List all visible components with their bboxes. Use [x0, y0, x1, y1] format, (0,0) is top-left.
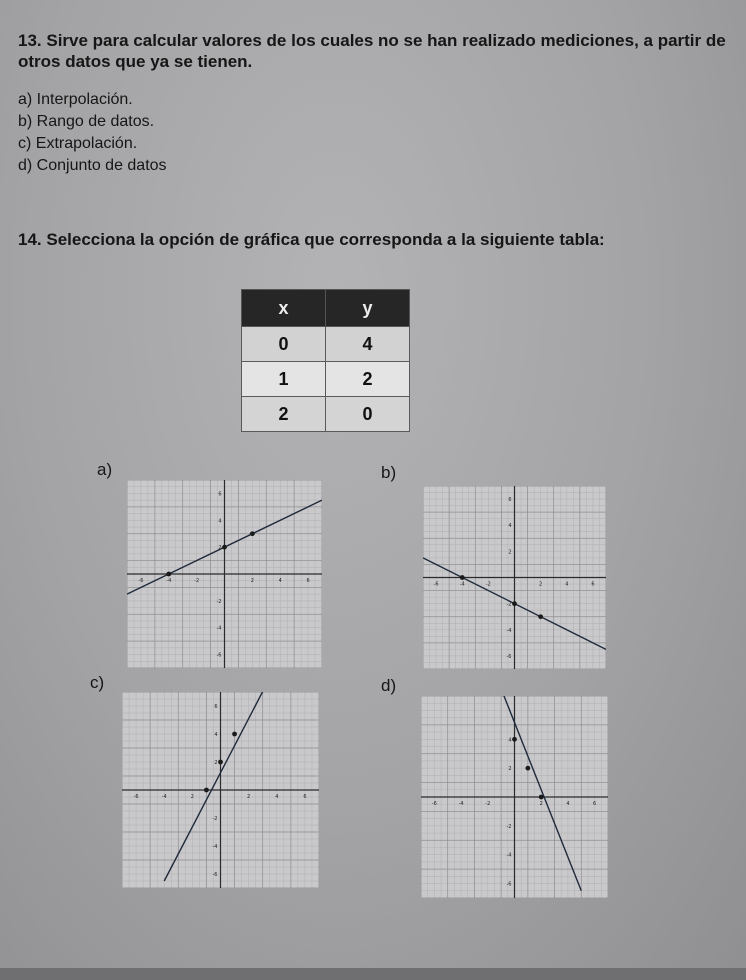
y-tick-label: 6 [214, 704, 218, 710]
table-header-y: y [326, 290, 410, 327]
graph-option-d-label[interactable]: d) [381, 676, 397, 695]
y-tick-label: 4 [508, 523, 512, 530]
data-point [232, 732, 237, 737]
table-row [242, 397, 410, 432]
x-tick-label: -4 [458, 801, 464, 807]
x-tick-label: 4 [565, 581, 569, 588]
x-tick-label: 6 [306, 578, 310, 584]
x-tick-label: -6 [431, 801, 437, 807]
graph-option-c-label[interactable]: c) [90, 673, 105, 692]
y-tick-label: -6 [506, 881, 512, 888]
x-tick-label: -2 [485, 801, 491, 807]
graph-option-a-label[interactable]: a) [97, 460, 113, 479]
table-cell: 0 [326, 397, 410, 432]
graph-c[interactable] [122, 692, 319, 888]
bottom-edge [0, 968, 746, 980]
y-tick-label: 2 [218, 545, 222, 552]
table-cell: 2 [326, 362, 410, 397]
x-tick-label: -4 [161, 794, 167, 800]
x-tick-label: 2 [190, 794, 194, 800]
q13-option-d[interactable]: d) Conjunto de datos [18, 157, 167, 174]
graph-b[interactable] [423, 486, 606, 669]
y-tick-label: 2 [508, 766, 512, 773]
x-tick-label: 2 [539, 801, 543, 807]
y-tick-label: 4 [214, 732, 218, 738]
question-13-text: 13. Sirve para calcular valores de los cuales no se han realizado mediciones, a partir de otros datos que ya se tienen. [18, 31, 726, 71]
x-tick-label: 4 [275, 794, 279, 800]
table-row [242, 362, 410, 397]
x-tick-label: -4 [166, 578, 172, 584]
data-point [512, 737, 517, 742]
y-tick-label: -2 [216, 598, 222, 605]
x-tick-label: -2 [485, 581, 491, 588]
y-tick-label: -6 [216, 652, 222, 659]
y-tick-label: -4 [506, 627, 512, 634]
table-row [242, 327, 410, 362]
x-tick-label: 4 [566, 801, 570, 807]
x-tick-label: -4 [459, 581, 465, 588]
y-tick-label: -2 [506, 823, 512, 830]
x-tick-label: -2 [194, 578, 200, 584]
table-cell: 0 [242, 327, 326, 362]
data-point [204, 788, 209, 793]
y-tick-label: -4 [216, 625, 222, 632]
y-tick-label: 2 [214, 760, 218, 766]
x-tick-label: -6 [133, 794, 139, 800]
data-point [539, 795, 544, 800]
q13-option-b[interactable]: b) Rango de datos. [18, 113, 155, 130]
graph-option-b-label[interactable]: b) [381, 463, 397, 482]
data-point [218, 760, 223, 765]
y-tick-label: -2 [506, 601, 512, 608]
y-tick-label: 6 [218, 491, 222, 498]
table-header-x: x [242, 290, 326, 327]
y-tick-label: -4 [506, 852, 512, 859]
question-14-text: 14. Selecciona la opción de gráfica que corresponda a la siguiente tabla: [18, 230, 605, 249]
data-point [166, 572, 171, 577]
data-point [222, 545, 227, 550]
y-tick-label: 2 [508, 549, 512, 556]
x-tick-label: 2 [247, 794, 251, 800]
graph-d[interactable] [421, 696, 608, 898]
table-cell: 2 [242, 397, 326, 432]
y-tick-label: -6 [212, 872, 218, 878]
x-tick-label: 6 [591, 581, 595, 588]
y-tick-label: 6 [508, 497, 512, 504]
x-tick-label: -6 [433, 581, 439, 588]
x-tick-label: 6 [593, 801, 597, 807]
q13-option-c[interactable]: c) Extrapolación. [18, 135, 138, 152]
y-tick-label: -2 [212, 816, 218, 822]
y-tick-label: -6 [506, 653, 512, 660]
x-tick-label: 4 [278, 578, 282, 584]
table-cell: 1 [242, 362, 326, 397]
data-point [460, 575, 465, 580]
data-point [250, 531, 255, 536]
q13-option-a[interactable]: a) Interpolación. [18, 91, 133, 108]
x-tick-label: 2 [539, 581, 543, 588]
x-tick-label: -6 [138, 578, 144, 584]
data-point [512, 601, 517, 606]
table-cell: 4 [326, 327, 410, 362]
data-point [538, 614, 543, 619]
xy-table [241, 289, 410, 432]
y-tick-label: 4 [218, 518, 222, 525]
y-tick-label: -4 [212, 844, 218, 850]
graph-a[interactable] [127, 480, 322, 668]
x-tick-label: 2 [250, 578, 254, 584]
y-tick-label: 4 [508, 737, 512, 744]
data-point [525, 766, 530, 771]
x-tick-label: 6 [303, 794, 307, 800]
